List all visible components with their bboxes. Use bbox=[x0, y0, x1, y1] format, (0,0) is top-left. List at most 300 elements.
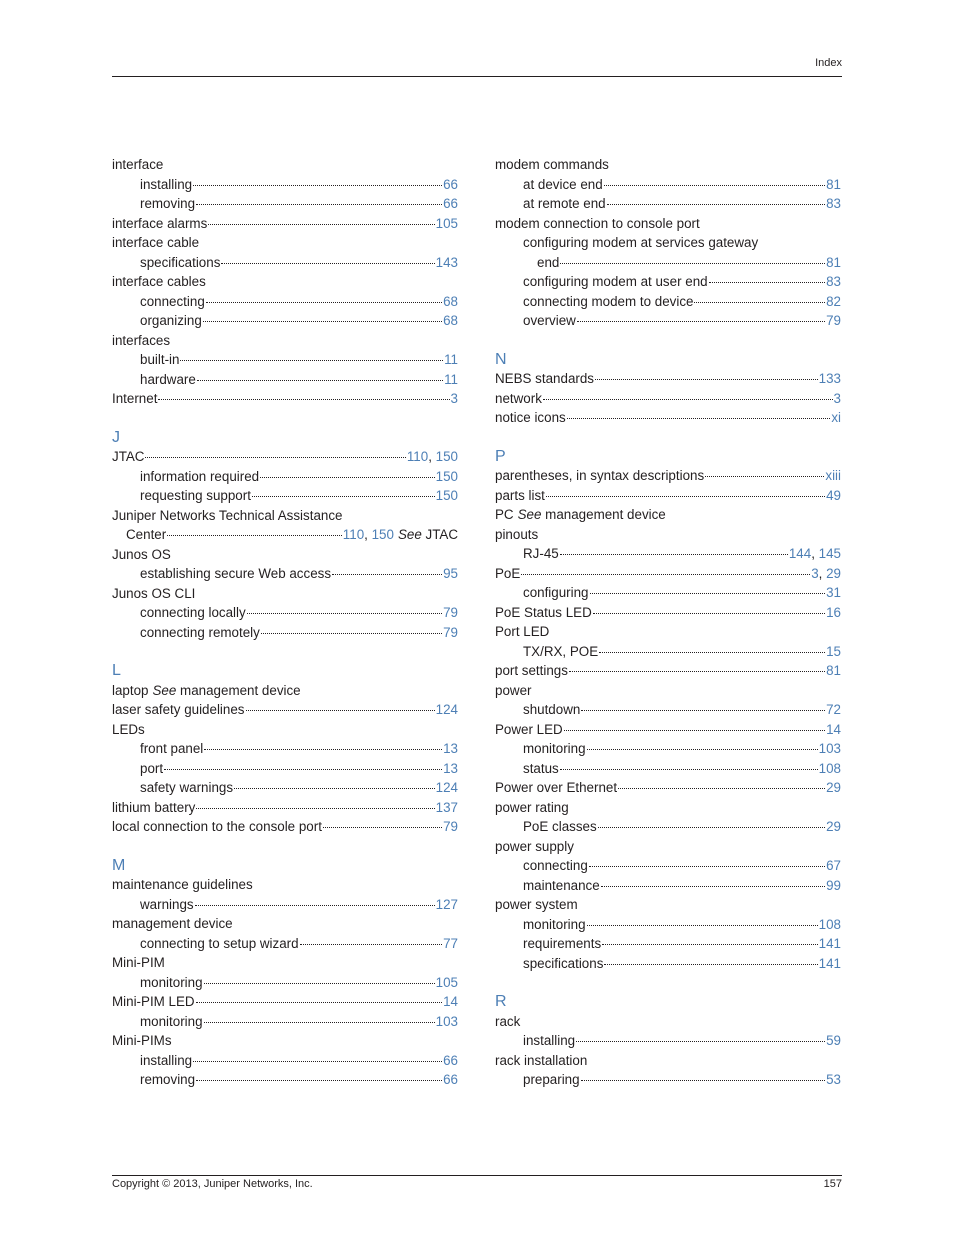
index-entry bbox=[495, 1051, 841, 1071]
index-entry bbox=[112, 953, 458, 973]
page-references bbox=[826, 603, 841, 623]
page-link[interactable]: 83 bbox=[826, 274, 841, 289]
page-references bbox=[819, 759, 841, 779]
dot-leader bbox=[602, 943, 818, 945]
page-link[interactable]: 66 bbox=[443, 176, 458, 192]
page-link[interactable]: 68 bbox=[443, 293, 458, 309]
page-references bbox=[826, 817, 841, 837]
index-term: organizing bbox=[140, 313, 202, 328]
page-link[interactable]: 81 bbox=[826, 254, 841, 270]
dot-leader bbox=[601, 885, 825, 887]
index-entry bbox=[112, 194, 458, 214]
page-references bbox=[826, 1031, 841, 1051]
index-term: configuring modem at services gateway bbox=[523, 235, 759, 250]
dot-leader bbox=[607, 203, 825, 205]
index-term: modem commands bbox=[495, 157, 609, 172]
page-link[interactable]: 108 bbox=[818, 760, 841, 776]
dot-leader bbox=[543, 398, 833, 400]
index-term: interface cable bbox=[112, 235, 200, 250]
page-link[interactable]: 14 bbox=[826, 721, 841, 737]
page-references bbox=[826, 253, 841, 273]
index-entry bbox=[112, 973, 458, 993]
page-references bbox=[436, 1012, 458, 1032]
dot-leader bbox=[587, 748, 818, 750]
page-link[interactable]: 66 bbox=[443, 196, 458, 211]
page-link[interactable]: 127 bbox=[435, 896, 458, 912]
page-references bbox=[436, 973, 458, 993]
index-term: rack installation bbox=[495, 1052, 588, 1068]
index-term: at remote end bbox=[523, 196, 606, 211]
index-term: maintenance bbox=[523, 877, 600, 893]
dot-leader bbox=[595, 378, 818, 380]
dot-leader bbox=[709, 281, 825, 283]
page-references bbox=[443, 564, 458, 584]
index-term: information required bbox=[140, 468, 260, 484]
index-entry bbox=[495, 837, 841, 857]
index-entry bbox=[495, 155, 841, 175]
page-references bbox=[436, 798, 458, 818]
page-separator: , bbox=[811, 546, 819, 561]
see-target: JTAC bbox=[425, 527, 458, 542]
index-term: removing bbox=[140, 196, 196, 211]
index-entry bbox=[112, 623, 458, 643]
page-link[interactable]: 103 bbox=[818, 741, 841, 756]
index-entry bbox=[495, 1012, 841, 1032]
page-link[interactable]: 143 bbox=[435, 254, 458, 270]
page-link[interactable]: 137 bbox=[435, 799, 458, 815]
dot-leader bbox=[560, 262, 825, 264]
index-term: safety warnings bbox=[140, 780, 234, 795]
index-term: power supply bbox=[495, 838, 574, 854]
index-entry bbox=[112, 272, 458, 292]
page-link[interactable]: 81 bbox=[826, 663, 841, 678]
index-entry bbox=[112, 992, 458, 1012]
index-term: power rating bbox=[495, 799, 569, 815]
index-term: specifications bbox=[140, 254, 221, 270]
page-link[interactable]: 66 bbox=[443, 1072, 458, 1087]
dot-leader bbox=[577, 320, 825, 322]
index-term: parts list bbox=[495, 487, 545, 503]
page-link[interactable]: 13 bbox=[443, 760, 458, 776]
index-entry bbox=[495, 1070, 841, 1090]
see-reference bbox=[398, 525, 458, 545]
page-link[interactable]: 95 bbox=[443, 566, 458, 581]
dot-leader bbox=[567, 417, 831, 419]
page-references bbox=[826, 778, 841, 798]
dot-leader bbox=[521, 573, 810, 575]
index-entry bbox=[495, 214, 841, 234]
page-link[interactable]: 108 bbox=[818, 916, 841, 932]
page-link[interactable]: 15 bbox=[826, 643, 841, 659]
dot-leader bbox=[164, 768, 442, 770]
index-term: NEBS standards bbox=[495, 371, 594, 386]
page-link[interactable]: 66 bbox=[443, 1052, 458, 1068]
page-references bbox=[826, 292, 841, 312]
index-entry bbox=[112, 584, 458, 604]
page-link[interactable]: 31 bbox=[826, 585, 841, 600]
page-link[interactable]: 53 bbox=[826, 1072, 841, 1087]
page-references bbox=[443, 934, 458, 954]
index-term: port bbox=[140, 760, 164, 776]
index-entry bbox=[495, 856, 841, 876]
page-link[interactable]: 77 bbox=[443, 935, 458, 951]
page-references bbox=[436, 895, 458, 915]
page-link[interactable]: 105 bbox=[435, 215, 458, 231]
header-rule bbox=[112, 76, 842, 77]
index-entry bbox=[112, 1031, 458, 1051]
dot-leader bbox=[332, 573, 442, 575]
page-references bbox=[436, 214, 458, 234]
index-term: front panel bbox=[140, 741, 204, 756]
index-entry bbox=[112, 175, 458, 195]
index-section-letter: R bbox=[495, 993, 507, 1010]
page-link[interactable]: 150 bbox=[435, 468, 458, 484]
page-references bbox=[826, 194, 841, 214]
index-term: specifications bbox=[523, 955, 604, 971]
index-term: removing bbox=[140, 1072, 196, 1087]
page-link[interactable]: 133 bbox=[818, 371, 841, 386]
index-entry bbox=[495, 876, 841, 896]
index-entry bbox=[112, 914, 458, 934]
index-entry bbox=[495, 369, 841, 389]
index-term: Junos OS CLI bbox=[112, 585, 196, 601]
index-entry bbox=[112, 759, 458, 779]
index-term: Mini-PIM bbox=[112, 955, 165, 970]
see-reference bbox=[152, 681, 300, 701]
dot-leader bbox=[206, 301, 442, 303]
page-link[interactable]: 79 bbox=[443, 819, 458, 834]
dot-leader bbox=[587, 924, 818, 926]
dot-leader bbox=[599, 651, 825, 653]
page-link[interactable]: 29 bbox=[826, 780, 841, 795]
see-target: management device bbox=[545, 507, 666, 522]
page-link[interactable]: 29 bbox=[826, 565, 841, 581]
dot-leader bbox=[261, 632, 442, 634]
index-entry bbox=[112, 233, 458, 253]
dot-leader bbox=[581, 709, 825, 711]
page-link[interactable]: 81 bbox=[826, 176, 841, 192]
page-link[interactable]: 150 bbox=[435, 449, 458, 464]
index-term: end bbox=[537, 254, 560, 270]
index-term: hardware bbox=[140, 371, 196, 387]
running-header: Index bbox=[815, 57, 842, 69]
page-references bbox=[443, 1070, 458, 1090]
index-term: Internet bbox=[112, 391, 158, 406]
page-link[interactable]: 141 bbox=[818, 936, 841, 951]
dot-leader bbox=[589, 865, 825, 867]
index-entry bbox=[495, 700, 841, 720]
page-references bbox=[436, 467, 458, 487]
page-references bbox=[444, 370, 458, 390]
index-entry bbox=[495, 720, 841, 740]
dot-leader bbox=[604, 184, 825, 186]
index-entry bbox=[495, 915, 841, 935]
page-link[interactable]: 150 bbox=[371, 527, 394, 542]
page-link[interactable]: 99 bbox=[826, 877, 841, 893]
index-term: Junos OS bbox=[112, 546, 171, 562]
index-term: connecting locally bbox=[140, 605, 246, 620]
index-term: network bbox=[495, 390, 542, 406]
index-term: monitoring bbox=[140, 974, 203, 990]
page-references bbox=[826, 486, 841, 506]
dot-leader bbox=[193, 184, 442, 186]
index-term: at device end bbox=[523, 176, 603, 192]
index-term: LEDs bbox=[112, 721, 145, 737]
page-link[interactable]: 110 bbox=[406, 449, 429, 464]
dot-leader bbox=[569, 670, 825, 672]
index-entry bbox=[495, 311, 841, 331]
index-section-letter: M bbox=[112, 856, 126, 874]
page-link[interactable]: 141 bbox=[818, 955, 841, 971]
page-references bbox=[826, 175, 841, 195]
see-label: See bbox=[397, 527, 422, 542]
dot-leader bbox=[546, 495, 825, 497]
index-entry bbox=[495, 389, 841, 409]
page-link[interactable]: 124 bbox=[435, 702, 458, 717]
dot-leader bbox=[196, 807, 434, 809]
index-term: JTAC bbox=[112, 449, 145, 464]
dot-leader bbox=[234, 787, 435, 789]
page-references bbox=[443, 759, 458, 779]
page-link[interactable]: 11 bbox=[444, 352, 458, 367]
page-references bbox=[826, 583, 841, 603]
index-term: Power LED bbox=[495, 721, 563, 737]
page-link[interactable]: 79 bbox=[443, 624, 458, 640]
page-separator: , bbox=[428, 449, 436, 464]
index-entry bbox=[495, 544, 841, 564]
page-link[interactable]: 110 bbox=[342, 527, 365, 542]
page-link[interactable]: 79 bbox=[826, 313, 841, 328]
index-entry bbox=[495, 525, 841, 545]
page-link[interactable]: 3 bbox=[811, 565, 819, 581]
page-link[interactable]: xiii bbox=[825, 468, 841, 483]
index-term: connecting remotely bbox=[140, 624, 260, 640]
page-references bbox=[436, 700, 458, 720]
see-target: management device bbox=[180, 682, 301, 698]
index-term: interfaces bbox=[112, 332, 171, 348]
page-link[interactable]: 150 bbox=[435, 488, 458, 503]
dot-leader bbox=[196, 203, 442, 205]
page-separator: , bbox=[364, 527, 372, 542]
page-number: 157 bbox=[823, 1178, 842, 1190]
index-entry bbox=[495, 681, 841, 701]
index-entry bbox=[112, 603, 458, 623]
index-term: warnings bbox=[140, 896, 194, 912]
index-term: interface cables bbox=[112, 274, 206, 289]
page-references bbox=[826, 720, 841, 740]
index-term: PoE bbox=[495, 565, 521, 581]
see-reference bbox=[518, 505, 666, 525]
index-section-letter: N bbox=[495, 350, 507, 368]
see-label: See bbox=[517, 507, 542, 522]
page-link[interactable]: 124 bbox=[435, 780, 458, 795]
index-term: Mini-PIM LED bbox=[112, 994, 195, 1009]
index-term: notice icons bbox=[495, 410, 566, 425]
dot-leader bbox=[300, 943, 443, 945]
page-link[interactable]: 3 bbox=[450, 391, 458, 406]
page-link[interactable]: 103 bbox=[435, 1013, 458, 1029]
page-link[interactable]: 29 bbox=[826, 819, 841, 834]
index-section-letter: J bbox=[112, 428, 120, 446]
index-entry bbox=[495, 798, 841, 818]
index-entry bbox=[112, 934, 458, 954]
index-entry bbox=[112, 447, 458, 467]
index-term: monitoring bbox=[523, 916, 586, 932]
page-link[interactable]: 13 bbox=[443, 741, 458, 756]
index-entry bbox=[495, 583, 841, 603]
index-entry bbox=[112, 817, 458, 837]
index-entry bbox=[112, 564, 458, 584]
index-entry bbox=[495, 564, 841, 584]
index-section-letter: L bbox=[112, 662, 121, 679]
dot-leader bbox=[208, 223, 434, 225]
index-term: Juniper Networks Technical Assistance bbox=[112, 507, 343, 523]
index-term: built-in bbox=[140, 352, 180, 367]
index-entry bbox=[495, 486, 841, 506]
page-references bbox=[443, 292, 458, 312]
index-column-right bbox=[495, 155, 841, 1090]
footer-rule bbox=[112, 1175, 842, 1176]
index-entry bbox=[112, 798, 458, 818]
index-term: interface alarms bbox=[112, 215, 208, 231]
page-references bbox=[443, 194, 458, 214]
index-entry bbox=[495, 817, 841, 837]
dot-leader bbox=[576, 1040, 825, 1042]
page-references bbox=[826, 661, 841, 681]
index-entry bbox=[112, 875, 458, 895]
page-link[interactable]: 83 bbox=[826, 196, 841, 211]
index-term: requesting support bbox=[140, 488, 251, 503]
index-entry bbox=[495, 292, 841, 312]
page-references bbox=[831, 408, 841, 428]
index-term: PoE classes bbox=[523, 819, 597, 834]
index-entry bbox=[112, 545, 458, 565]
index-entry bbox=[112, 700, 458, 720]
page-references bbox=[826, 876, 841, 896]
index-entry bbox=[112, 1070, 458, 1090]
index-term: local connection to the console port bbox=[112, 819, 322, 834]
dot-leader bbox=[193, 1060, 442, 1062]
index-entry bbox=[495, 759, 841, 779]
index-entry bbox=[495, 272, 841, 292]
page-link[interactable]: 59 bbox=[826, 1033, 841, 1048]
page-link[interactable]: 105 bbox=[435, 974, 458, 990]
index-term: connecting to setup wizard bbox=[140, 935, 299, 951]
page-link[interactable]: 67 bbox=[826, 858, 841, 873]
index-term: Port LED bbox=[495, 624, 550, 639]
page-link[interactable]: 82 bbox=[826, 293, 841, 309]
dot-leader bbox=[694, 301, 825, 303]
dot-leader bbox=[196, 1001, 443, 1003]
index-term: shutdown bbox=[523, 702, 581, 717]
dot-leader bbox=[195, 904, 435, 906]
index-term: connecting bbox=[523, 858, 588, 873]
index-term: port settings bbox=[495, 663, 568, 678]
index-term: management device bbox=[112, 916, 233, 931]
dot-leader bbox=[604, 963, 817, 965]
page-references bbox=[343, 525, 394, 545]
page-link[interactable]: 14 bbox=[443, 994, 458, 1009]
page-link[interactable]: 79 bbox=[443, 605, 458, 620]
index-term: configuring modem at user end bbox=[523, 274, 708, 289]
index-entry bbox=[495, 253, 841, 273]
page-link[interactable]: 145 bbox=[818, 546, 841, 561]
dot-leader bbox=[564, 729, 825, 731]
page-link[interactable]: 11 bbox=[444, 371, 458, 387]
dot-leader bbox=[167, 534, 342, 536]
page-references bbox=[819, 915, 841, 935]
index-entry bbox=[112, 155, 458, 175]
index-entry bbox=[112, 681, 458, 701]
page-references bbox=[443, 623, 458, 643]
page-references bbox=[811, 564, 841, 584]
page-references bbox=[826, 1070, 841, 1090]
page-link[interactable]: 72 bbox=[826, 702, 841, 717]
dot-leader bbox=[593, 612, 825, 614]
index-entry bbox=[112, 506, 458, 526]
index-section-letter: P bbox=[495, 447, 506, 465]
index-entry bbox=[495, 739, 841, 759]
page-link[interactable]: 16 bbox=[826, 604, 841, 620]
dot-leader bbox=[204, 982, 435, 984]
index-term: connecting modem to device bbox=[523, 293, 694, 309]
index-entry bbox=[495, 175, 841, 195]
index-term: rack bbox=[495, 1013, 521, 1029]
index-entry bbox=[112, 720, 458, 740]
see-label: See bbox=[152, 682, 177, 698]
page-references bbox=[443, 739, 458, 759]
page-link[interactable]: 68 bbox=[443, 313, 458, 328]
index-term: installing bbox=[140, 1052, 193, 1068]
index-entry bbox=[495, 505, 841, 525]
page-references bbox=[443, 603, 458, 623]
index-entry bbox=[112, 253, 458, 273]
index-term: PC bbox=[495, 507, 514, 522]
dot-leader bbox=[158, 398, 449, 400]
index-entry bbox=[112, 525, 458, 545]
page-link[interactable]: 144 bbox=[788, 546, 812, 561]
index-entry bbox=[112, 331, 458, 351]
dot-leader bbox=[560, 768, 818, 770]
dot-leader bbox=[590, 592, 826, 594]
page-references bbox=[443, 1051, 458, 1071]
page-link[interactable]: 3 bbox=[833, 390, 841, 406]
index-term: establishing secure Web access bbox=[140, 566, 332, 581]
index-entry bbox=[112, 1051, 458, 1071]
page-link[interactable]: xi bbox=[831, 410, 841, 425]
index-term: preparing bbox=[523, 1072, 580, 1087]
page-references bbox=[819, 934, 841, 954]
page-references bbox=[444, 350, 458, 370]
dot-leader bbox=[204, 1021, 435, 1023]
dot-leader bbox=[252, 495, 435, 497]
index-term: Center bbox=[126, 527, 167, 542]
index-entry bbox=[112, 350, 458, 370]
page-link[interactable]: 49 bbox=[826, 487, 841, 503]
index-entry bbox=[495, 194, 841, 214]
dot-leader bbox=[180, 359, 443, 361]
page-references bbox=[826, 700, 841, 720]
dot-leader bbox=[204, 748, 442, 750]
index-term: modem connection to console port bbox=[495, 215, 700, 231]
dot-leader bbox=[247, 612, 442, 614]
index-term: installing bbox=[140, 176, 193, 192]
page-references bbox=[436, 486, 458, 506]
index-term: laser safety guidelines bbox=[112, 702, 245, 717]
index-entry bbox=[112, 739, 458, 759]
index-entry bbox=[495, 1031, 841, 1051]
index-entry bbox=[495, 778, 841, 798]
